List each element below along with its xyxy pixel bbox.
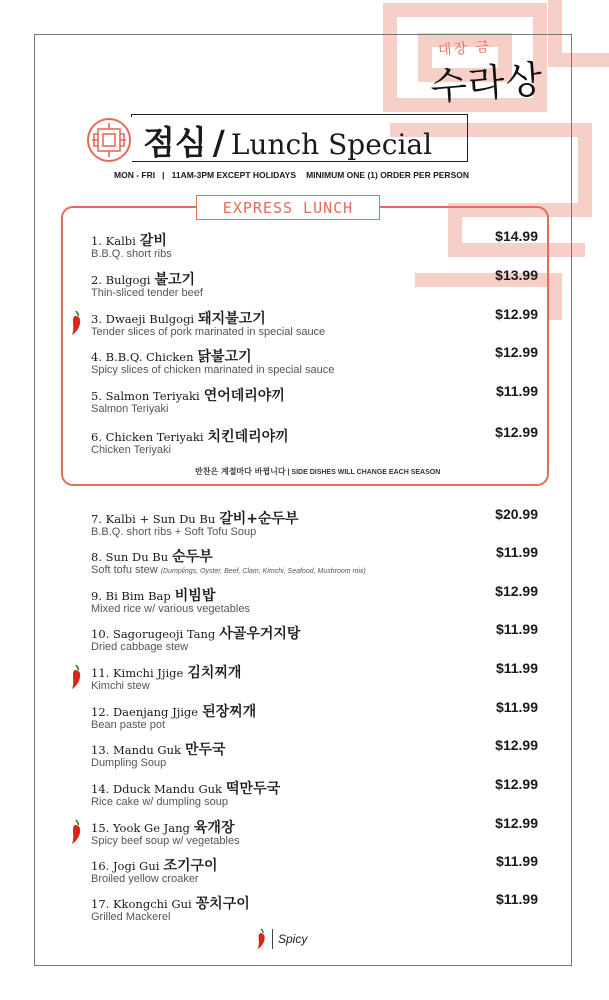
menu-item-price: $20.99 bbox=[495, 506, 538, 522]
legend-label: Spicy bbox=[278, 932, 308, 946]
menu-item-price: $12.99 bbox=[495, 424, 538, 440]
menu-item bbox=[91, 546, 541, 576]
menu-item-name bbox=[91, 817, 541, 836]
menu-item-price: $13.99 bbox=[495, 267, 538, 283]
menu-item-name-english: 16. Jogi Gui bbox=[91, 859, 160, 873]
menu-item-description-text: B.B.Q. short ribs bbox=[91, 248, 172, 260]
page-title bbox=[143, 117, 432, 164]
menu-item-description bbox=[91, 796, 541, 808]
menu-item-name-korean: 꽁치구이 bbox=[195, 896, 250, 912]
menu-item-description-text: Salmon Teriyaki bbox=[91, 403, 169, 415]
menu-item bbox=[91, 269, 541, 299]
menu-item-name bbox=[91, 585, 541, 604]
legend-divider bbox=[272, 929, 273, 949]
menu-item-description bbox=[91, 911, 541, 923]
menu-item-name-english: 8. Sun Du Bu bbox=[91, 550, 169, 564]
menu-item-name bbox=[91, 230, 541, 249]
menu-item-description bbox=[91, 757, 541, 769]
menu-item-name bbox=[91, 346, 541, 365]
menu-item-name-korean: 비빔밥 bbox=[174, 588, 216, 604]
menu-item-name-korean: 떡만두국 bbox=[226, 781, 281, 797]
korean-knot-icon bbox=[86, 117, 132, 163]
chili-pepper-icon bbox=[70, 819, 84, 845]
menu-item-description bbox=[91, 680, 541, 692]
menu-item-description bbox=[91, 564, 541, 576]
menu-item-description-text: Dried cabbage stew bbox=[91, 641, 189, 653]
menu-item-description-text: Rice cake w/ dumpling soup bbox=[91, 796, 228, 808]
menu-item bbox=[91, 508, 541, 538]
menu-item-name-korean: 김치찌개 bbox=[187, 665, 242, 681]
menu-item-name-english: 17. Kkongchi Gui bbox=[91, 897, 192, 911]
menu-item-name-korean: 만두국 bbox=[184, 742, 226, 758]
menu-item-name-english: 4. B.B.Q. Chicken bbox=[91, 350, 194, 364]
menu-item-price: $12.99 bbox=[495, 306, 538, 322]
menu-item-description bbox=[91, 364, 541, 376]
menu-item-description-detail: (Dumplings, Oyster, Beef, Clam, Kimchi, Seafood, Mushroom mix) bbox=[160, 568, 366, 575]
menu-item-description-text: Spicy beef soup w/ vegetables bbox=[91, 835, 240, 847]
menu-item-name bbox=[91, 426, 541, 445]
menu-item bbox=[91, 739, 541, 769]
chili-pepper-icon bbox=[70, 664, 84, 690]
menu-item bbox=[91, 662, 541, 692]
menu-item-name bbox=[91, 893, 541, 912]
menu-item bbox=[91, 230, 541, 260]
title-korean: 점심 bbox=[143, 123, 207, 162]
minimum-order-text: MINIMUM ONE (1) ORDER PER PERSON bbox=[306, 170, 469, 180]
menu-item-name-english: 13. Mandu Guk bbox=[91, 743, 181, 757]
menu-item-description-text: B.B.Q. short ribs + Soft Tofu Soup bbox=[91, 526, 257, 538]
hours-text: MON - FRI | 11AM-3PM EXCEPT HOLIDAYS bbox=[114, 170, 297, 180]
menu-item-name bbox=[91, 269, 541, 288]
menu-item-name-english: 15. Yook Ge Jang bbox=[91, 821, 190, 835]
menu-item bbox=[91, 346, 541, 376]
menu-item bbox=[91, 893, 541, 923]
menu-item-name-english: 14. Dduck Mandu Guk bbox=[91, 782, 223, 796]
spicy-legend bbox=[256, 928, 307, 950]
menu-item-name-english: 7. Kalbi + Sun Du Bu bbox=[91, 512, 216, 526]
side-dish-note-english: | SIDE DISHES WILL CHANGE EACH SEASON bbox=[285, 469, 441, 476]
menu-item-price: $12.99 bbox=[495, 815, 538, 831]
menu-item-description bbox=[91, 444, 541, 456]
title-english: Lunch Special bbox=[230, 128, 433, 161]
menu-item-price: $11.99 bbox=[495, 621, 538, 637]
menu-item-price: $12.99 bbox=[495, 344, 538, 360]
menu-item-description bbox=[91, 326, 541, 338]
menu-item-name-korean: 연어데리야끼 bbox=[203, 388, 285, 404]
menu-item-name-english: 1. Kalbi bbox=[91, 234, 136, 248]
menu-item bbox=[91, 778, 541, 808]
brand-logo: 수라상 bbox=[428, 57, 545, 109]
menu-item-name-korean: 치킨데리야끼 bbox=[207, 429, 289, 445]
menu-item-name-english: 10. Sagorugeoji Tang bbox=[91, 627, 216, 641]
menu-item-description-text: Chicken Teriyaki bbox=[91, 444, 171, 456]
chili-pepper-icon bbox=[70, 310, 84, 336]
menu-item bbox=[91, 308, 541, 338]
menu-item-name bbox=[91, 662, 541, 681]
menu-item bbox=[91, 701, 541, 731]
menu-item-name-english: 11. Kimchi Jjige bbox=[91, 666, 184, 680]
menu-item-description bbox=[91, 287, 541, 299]
menu-item-name bbox=[91, 739, 541, 758]
side-dish-note-korean: 반찬은 계절마다 바뀝니다 bbox=[195, 467, 286, 476]
menu-item-name-korean: 갈비+순두부 bbox=[219, 511, 299, 527]
menu-item-name-korean: 된장찌개 bbox=[202, 704, 257, 720]
menu-item-price: $12.99 bbox=[495, 737, 538, 753]
menu-item-name-english: 9. Bi Bim Bap bbox=[91, 589, 171, 603]
menu-item-description bbox=[91, 719, 541, 731]
menu-item-name bbox=[91, 546, 541, 565]
side-dish-note bbox=[195, 466, 440, 477]
menu-item bbox=[91, 426, 541, 456]
menu-item-description bbox=[91, 873, 541, 885]
menu-item-price: $11.99 bbox=[495, 891, 538, 907]
menu-item-description-text: Tender slices of pork marinated in special sauce bbox=[91, 326, 326, 338]
chili-pepper-icon bbox=[256, 928, 268, 950]
menu-item-name-english: 3. Dwaeji Bulgogi bbox=[91, 312, 195, 326]
menu-item-price: $12.99 bbox=[495, 776, 538, 792]
menu-item-description bbox=[91, 403, 541, 415]
menu-item-name-korean: 닭불고기 bbox=[197, 349, 252, 365]
title-slash: / bbox=[212, 123, 225, 162]
menu-item-description-text: Mixed rice w/ various vegetables bbox=[91, 603, 250, 615]
menu-item-name-korean: 순두부 bbox=[172, 549, 213, 565]
menu-item-name-korean: 갈비 bbox=[139, 233, 167, 249]
menu-item bbox=[91, 623, 541, 653]
menu-item-description bbox=[91, 526, 541, 538]
menu-item-price: $11.99 bbox=[495, 699, 538, 715]
menu-item bbox=[91, 855, 541, 885]
menu-item-description-text: Dumpling Soup bbox=[91, 757, 167, 769]
menu-item-description-text: Spicy slices of chicken marinated in special sauce bbox=[91, 364, 335, 376]
menu-item-price: $11.99 bbox=[495, 544, 538, 560]
menu-item-name-korean: 육개장 bbox=[193, 820, 235, 836]
menu-item-name-english: 5. Salmon Teriyaki bbox=[91, 389, 200, 403]
menu-item-name-korean: 돼지불고기 bbox=[198, 311, 266, 327]
menu-item bbox=[91, 585, 541, 615]
menu-item-price: $12.99 bbox=[495, 583, 538, 599]
menu-item-name bbox=[91, 855, 541, 874]
menu-item-price: $11.99 bbox=[495, 853, 538, 869]
menu-item-price: $11.99 bbox=[495, 383, 538, 399]
menu-item-name-korean: 사골우거지탕 bbox=[219, 626, 301, 642]
menu-item-price: $11.99 bbox=[495, 660, 538, 676]
menu-item-description-text: Broiled yellow croaker bbox=[91, 873, 199, 885]
express-lunch-title: EXPRESS LUNCH bbox=[196, 195, 380, 220]
menu-item-name bbox=[91, 778, 541, 797]
menu-item-description bbox=[91, 603, 541, 615]
menu-item-name-english: 6. Chicken Teriyaki bbox=[91, 430, 204, 444]
menu-item-name-korean: 조기구이 bbox=[163, 858, 218, 874]
menu-item-name bbox=[91, 308, 541, 327]
menu-item-name-english: 12. Daenjang Jjige bbox=[91, 705, 199, 719]
menu-item-description-text: Bean paste pot bbox=[91, 719, 166, 731]
menu-item bbox=[91, 817, 541, 847]
menu-item-name bbox=[91, 385, 541, 404]
menu-item-name-english: 2. Bulgogi bbox=[91, 273, 151, 287]
menu-item-name bbox=[91, 701, 541, 720]
menu-item-name-korean: 불고기 bbox=[154, 272, 196, 288]
menu-item-description bbox=[91, 641, 541, 653]
brand-small-text: 대장 금 bbox=[437, 39, 492, 59]
menu-item-description bbox=[91, 835, 541, 847]
menu-item-description-text: Kimchi stew bbox=[91, 680, 150, 692]
menu-item-price: $14.99 bbox=[495, 228, 538, 244]
menu-item bbox=[91, 385, 541, 415]
menu-item-name bbox=[91, 508, 541, 527]
menu-item-description-text: Grilled Mackerel bbox=[91, 911, 171, 923]
menu-item-description-text: Soft tofu stew bbox=[91, 564, 158, 576]
menu-item-description bbox=[91, 248, 541, 260]
menu-item-description-text: Thin-sliced tender beef bbox=[91, 287, 203, 299]
menu-item-name bbox=[91, 623, 541, 642]
